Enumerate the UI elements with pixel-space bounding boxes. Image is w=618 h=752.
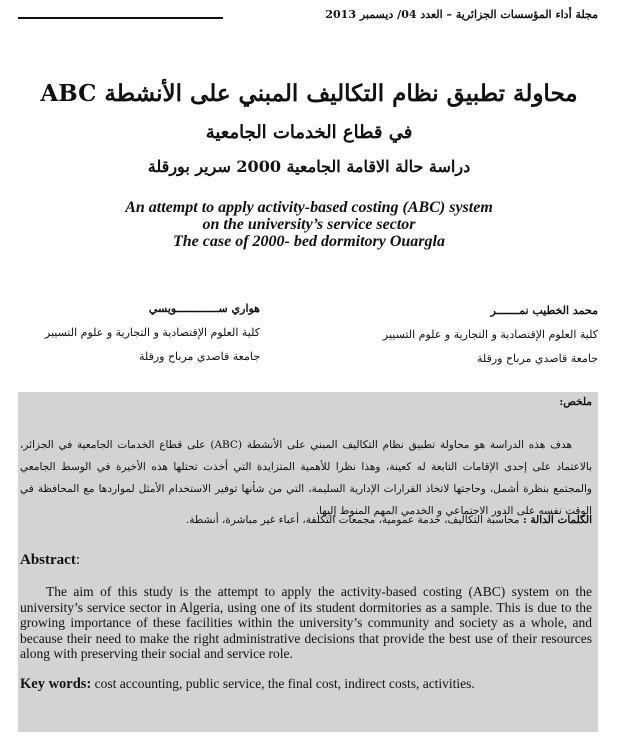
- english-keywords-list: cost accounting, public service, the final cost, indirect costs, activities.: [91, 676, 475, 691]
- english-abstract-heading: [20, 552, 592, 569]
- arabic-abstract: [20, 396, 592, 526]
- arabic-keywords: [20, 514, 592, 526]
- author-1-name: محمد الخطيب نمـــــــر: [490, 304, 598, 317]
- arabic-keywords-label: الكلمات الدالة :: [522, 514, 592, 526]
- english-abstract-text: The aim of this study is the attempt to apply the activity-based costing (ABC) system on the university’s service sector in Algeria, using one of its student dormitories as a sample. This is due to the growing importance of these facilities within the university’s community and society as a whole, and because their need to make the right administrative decisions that provide the best use of their resources along with preserving their social and service role.: [20, 584, 592, 661]
- english-abstract-heading-text: Abstract: [20, 552, 76, 568]
- author-2: [45, 297, 260, 369]
- english-title-line-2: on the university’s service sector: [202, 216, 416, 233]
- author-1-affiliation: كلية العلوم الإقتصادية و التجارية و علوم التسيير: [382, 328, 598, 341]
- arabic-title-line-1: محاولة تطبيق نظام التكاليف المبني على الأنشطة ABC: [40, 80, 578, 107]
- arabic-keywords-list: محاسبة التكاليف، خدمة عمومية، مجمعات التكلفة، أعباء غير مباشرة، أنشطة.: [185, 514, 520, 526]
- english-keywords: [20, 676, 592, 693]
- english-abstract-heading-colon: :: [75, 552, 80, 568]
- running-header: [18, 8, 598, 28]
- author-1: [383, 299, 598, 371]
- journal-header: مجلة أداء المؤسسات الجزائرية – العدد 04/ ديسمبر 2013: [325, 8, 598, 21]
- author-2-university: جامعة قاصدي مرباح ورقلة: [139, 350, 260, 363]
- author-2-affiliation: كلية العلوم الإقتصادية و التجارية و علوم التسيير: [44, 326, 260, 339]
- header-rule: [18, 17, 223, 19]
- arabic-abstract-text: هدف هذه الدراسة هو محاولة تطبيق نظام التكاليف المبني على الأنشطة (ABC) على قطاع الخدمات الجامعية في الجزائر، بالاعتماد على إحدى الإقامات التابعة له كعينة، وهذا نظرا للأهمية المتزايدة التي أخذت تحتلها هذه الأخيرة في الوسط الجامعي والمجتمع بنظرة أشمل، وحاجتها لاتخاذ القرارات الإدارية السليمة، التي من شأنها توفير الاستخدام الأمثل لمواردها مع المحافظة في الوقت نفسه على الدور الاجتماعي و الخدمي المهم المنوط إليها.: [20, 439, 592, 517]
- english-title-line-3: The case of 2000- bed dormitory Ouargla: [173, 233, 445, 250]
- arabic-title-line-3: دراسة حالة الاقامة الجامعية 2000 سرير بورقلة: [147, 157, 471, 176]
- english-keywords-label: Key words:: [20, 676, 92, 692]
- arabic-abstract-heading: ملخص:: [559, 396, 592, 408]
- author-2-name: هواري ســـــــــــــويسي: [148, 302, 260, 315]
- author-1-university: جامعة قاصدي مرباح ورقلة: [477, 352, 598, 365]
- arabic-title-line-2: في قطاع الخدمات الجامعية: [205, 122, 413, 143]
- english-title-line-1: An attempt to apply activity-based costing (ABC) system: [125, 199, 493, 216]
